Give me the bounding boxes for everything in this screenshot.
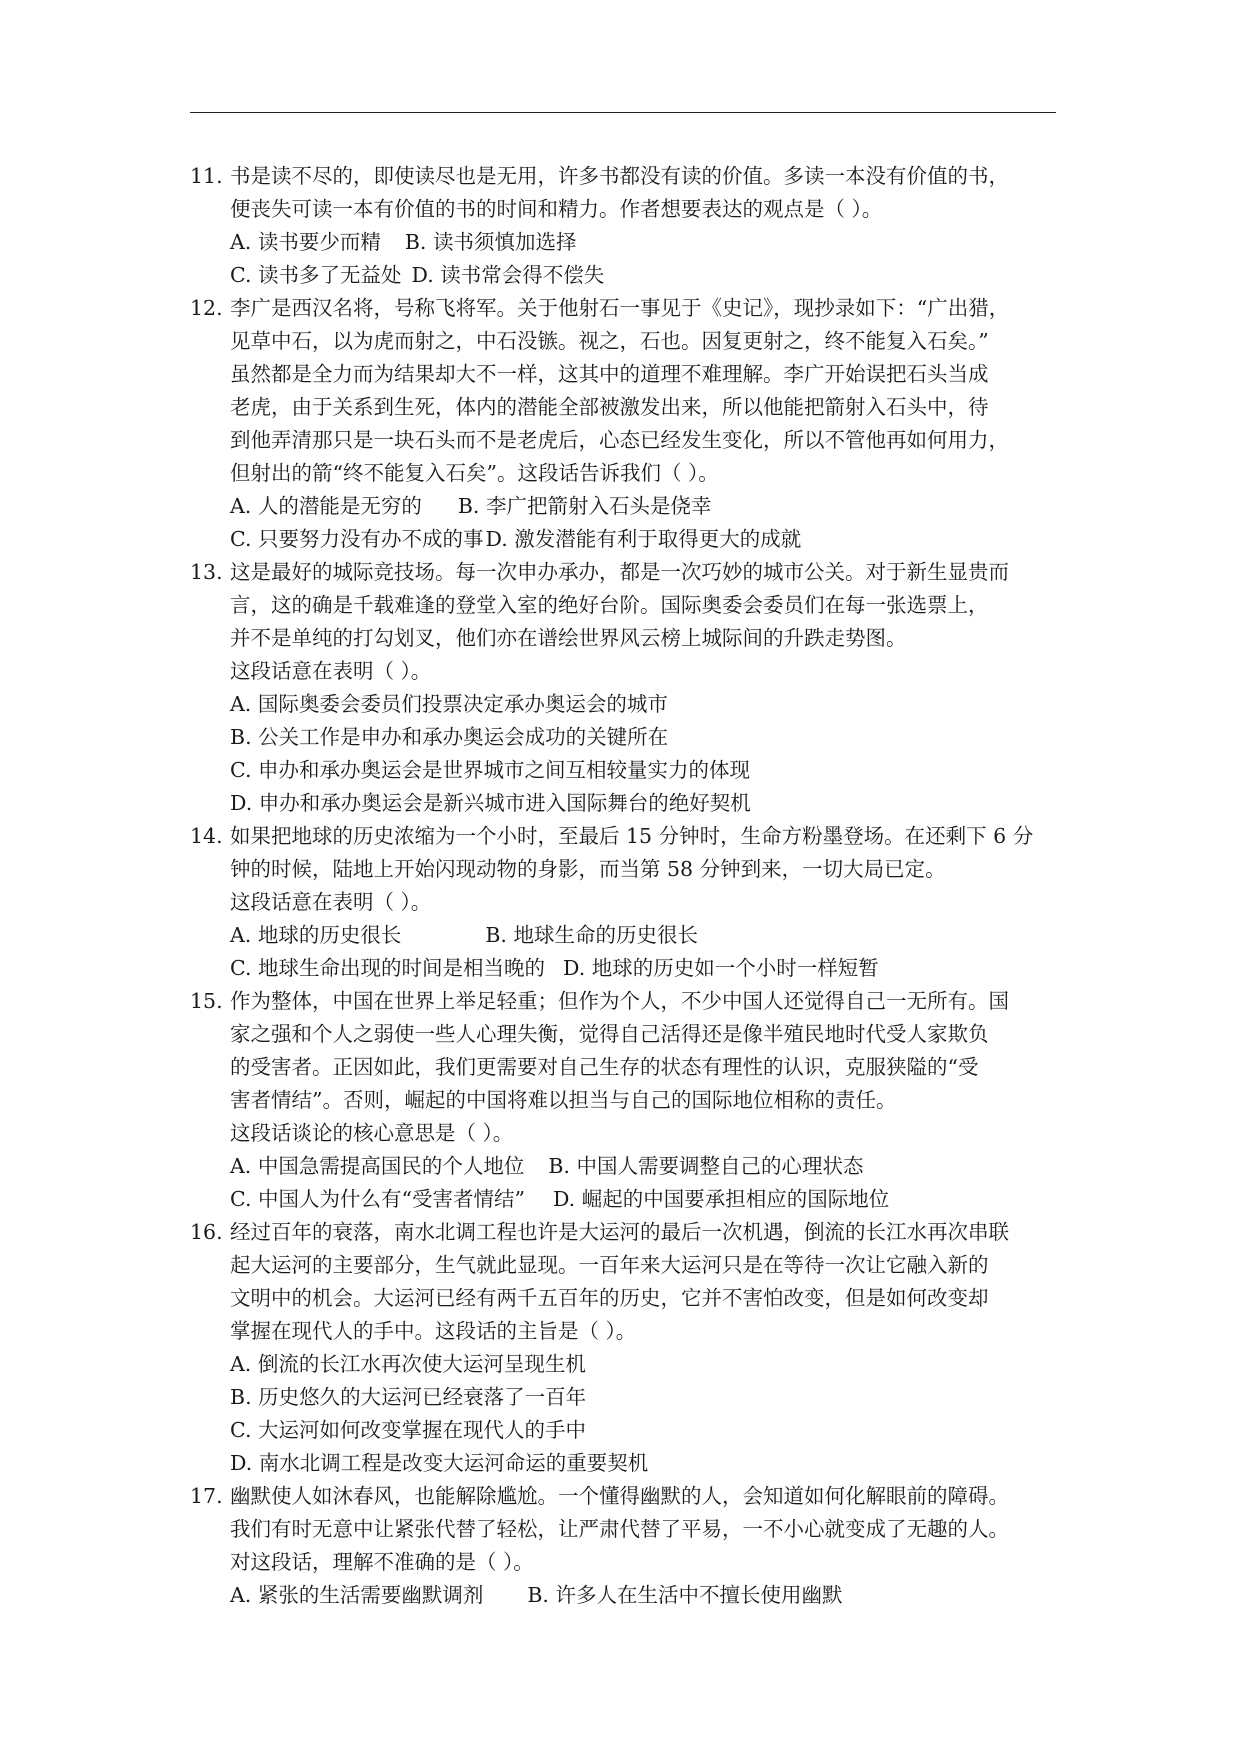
- header-rule: [190, 112, 1056, 113]
- option-row: [230, 1447, 1070, 1480]
- question-text-line: 对这段话，理解不准确的是（ ）。: [230, 1550, 534, 1574]
- option-a[interactable]: A. 紧张的生活需要幽默调剂: [230, 1583, 484, 1607]
- question-text-line: 李广是西汉名将，号称飞将军。关于他射石一事见于《史记》，现抄录如下：“广出猎，: [230, 296, 1010, 320]
- question-number: 15.: [190, 989, 223, 1013]
- question-text-line: 我们有时无意中让紧张代替了轻松，让严肃代替了平易，一不小心就变成了无趣的人。: [230, 1517, 1009, 1541]
- option-b[interactable]: B. 历史悠久的大运河已经衰落了一百年: [230, 1385, 587, 1409]
- question-16: [190, 1216, 1070, 1480]
- option-a[interactable]: A. 国际奥委会委员们投票决定承办奥运会的城市: [230, 692, 668, 716]
- option-b[interactable]: B. 许多人在生活中不擅长使用幽默: [527, 1583, 843, 1607]
- option-row: [230, 1183, 1070, 1216]
- question-text-line: 便丧失可读一本有价值的书的时间和精力。作者想要表达的观点是（ ）。: [230, 197, 883, 221]
- question-text-line: 并不是单纯的打勾划叉，他们亦在谱绘世界风云榜上城际间的升跌走势图。: [230, 626, 907, 650]
- option-d[interactable]: D. 读书常会得不偿失: [411, 263, 605, 287]
- question-text-line: 书是读不尽的，即使读尽也是无用，许多书都没有读的价值。多读一本没有价值的书，: [230, 164, 1009, 188]
- option-row: [230, 721, 1070, 754]
- question-number: 14.: [190, 824, 223, 848]
- question-text-line: 虽然都是全力而为结果却大不一样，这其中的道理不难理解。李广开始误把石头当成: [230, 362, 989, 386]
- option-c[interactable]: C. 读书多了无益处: [230, 263, 402, 287]
- question-number: 17.: [190, 1484, 223, 1508]
- option-a[interactable]: A. 人的潜能是无穷的: [230, 494, 422, 518]
- option-b[interactable]: B. 地球生命的历史很长: [485, 923, 698, 947]
- option-a[interactable]: A. 倒流的长江水再次使大运河呈现生机: [230, 1352, 586, 1376]
- question-text-line: 文明中的机会。大运河已经有两千五百年的历史，它并不害怕改变，但是如何改变却: [230, 1286, 989, 1310]
- question-text-line: 幽默使人如沐春风，也能解除尴尬。一个懂得幽默的人，会知道如何化解眼前的障碍。: [230, 1484, 1009, 1508]
- option-row: [230, 259, 1070, 292]
- question-14: [190, 820, 1070, 985]
- question-text-line: 这段话意在表明（ ）。: [230, 659, 432, 683]
- option-b[interactable]: B. 公关工作是申办和承办奥运会成功的关键所在: [230, 725, 669, 749]
- question-13: [190, 556, 1070, 820]
- question-text-line: 到他弄清那只是一块石头而不是老虎后，心态已经发生变化，所以不管他再如何用力，: [230, 428, 1009, 452]
- option-d[interactable]: D. 申办和承办奥运会是新兴城市进入国际舞台的绝好契机: [230, 791, 751, 815]
- question-text-line: 这段话谈论的核心意思是（ ）。: [230, 1121, 514, 1145]
- option-row: [230, 1381, 1070, 1414]
- question-text-line: 但射出的箭“终不能复入石矣”。这段话告诉我们（ ）。: [230, 461, 719, 485]
- question-text-line: 这是最好的城际竞技场。每一次申办承办，都是一次巧妙的城市公关。对于新生显贵而: [230, 560, 1009, 584]
- option-a[interactable]: A. 地球的历史很长: [230, 923, 402, 947]
- question-number: 13.: [190, 560, 223, 584]
- question-text-line: 害者情结”。否则，崛起的中国将难以担当与自己的国际地位相称的责任。: [230, 1088, 897, 1112]
- option-d[interactable]: D. 崛起的中国要承担相应的国际地位: [552, 1187, 890, 1211]
- option-row: [230, 688, 1070, 721]
- option-c[interactable]: C. 大运河如何改变掌握在现代人的手中: [230, 1418, 586, 1442]
- question-17: [190, 1480, 1070, 1612]
- question-number: 16.: [190, 1220, 223, 1244]
- option-c[interactable]: C. 中国人为什么有“受害者情结”: [230, 1187, 525, 1211]
- question-list: [190, 160, 1070, 1612]
- question-text-line: 经过百年的衰落，南水北调工程也许是大运河的最后一次机遇，倒流的长江水再次串联: [230, 1220, 1009, 1244]
- question-text-line: 这段话意在表明（ ）。: [230, 890, 432, 914]
- option-row: [230, 490, 1070, 523]
- option-row: [230, 1150, 1070, 1183]
- option-row: [230, 226, 1070, 259]
- option-c[interactable]: C. 申办和承办奥运会是世界城市之间互相较量实力的体现: [230, 758, 750, 782]
- option-c[interactable]: C. 地球生命出现的时间是相当晚的: [230, 956, 545, 980]
- option-row: [230, 952, 1070, 985]
- option-b[interactable]: B. 李广把箭射入石头是侥幸: [457, 494, 712, 518]
- question-text-line: 作为整体，中国在世界上举足轻重；但作为个人，不少中国人还觉得自己一无所有。国: [230, 989, 1009, 1013]
- option-row: [230, 787, 1070, 820]
- option-d[interactable]: D. 南水北调工程是改变大运河命运的重要契机: [230, 1451, 649, 1475]
- option-d[interactable]: D. 激发潜能有利于取得更大的成就: [485, 527, 802, 551]
- question-text-line: 如果把地球的历史浓缩为一个小时，至最后 15 分钟时，生命方粉墨登场。在还剩下 6 分: [230, 824, 1034, 848]
- question-text-line: 老虎，由于关系到生死，体内的潜能全部被激发出来，所以他能把箭射入石头中，待: [230, 395, 989, 419]
- question-text-line: 言，这的确是千载难逢的登堂入室的绝好台阶。国际奥委会委员们在每一张选票上，: [230, 593, 989, 617]
- option-row: [230, 1414, 1070, 1447]
- question-text-line: 起大运河的主要部分，生气就此显现。一百年来大运河只是在等待一次让它融入新的: [230, 1253, 989, 1277]
- option-row: [230, 754, 1070, 787]
- question-text-line: 见草中石，以为虎而射之，中石没镞。视之，石也。因复更射之，终不能复入石矣。”: [230, 329, 989, 353]
- option-d[interactable]: D. 地球的历史如一个小时一样短暂: [563, 956, 879, 980]
- option-row: [230, 919, 1070, 952]
- question-text-line: 家之强和个人之弱使一些人心理失衡，觉得自己活得还是像半殖民地时代受人家欺负: [230, 1022, 989, 1046]
- question-text-line: 的受害者。正因如此，我们更需要对自己生存的状态有理性的认识，克服狭隘的“受: [230, 1055, 979, 1079]
- question-number: 11.: [190, 164, 223, 188]
- option-a[interactable]: A. 读书要少而精: [230, 230, 381, 254]
- option-row: [230, 1579, 1070, 1612]
- option-b[interactable]: B. 读书须慎加选择: [404, 230, 577, 254]
- question-number: 12.: [190, 296, 223, 320]
- option-a[interactable]: A. 中国急需提高国民的个人地位: [230, 1154, 525, 1178]
- question-15: [190, 985, 1070, 1216]
- question-text-line: 掌握在现代人的手中。这段话的主旨是（ ）。: [230, 1319, 637, 1343]
- question-text-line: 钟的时候，陆地上开始闪现动物的身影，而当第 58 分钟到来，一切大局已定。: [230, 857, 946, 881]
- option-b[interactable]: B. 中国人需要调整自己的心理状态: [548, 1154, 864, 1178]
- option-c[interactable]: C. 只要努力没有办不成的事: [230, 527, 484, 551]
- option-row: [230, 1348, 1070, 1381]
- question-12: [190, 292, 1070, 556]
- option-row: [230, 523, 1070, 556]
- question-11: [190, 160, 1070, 292]
